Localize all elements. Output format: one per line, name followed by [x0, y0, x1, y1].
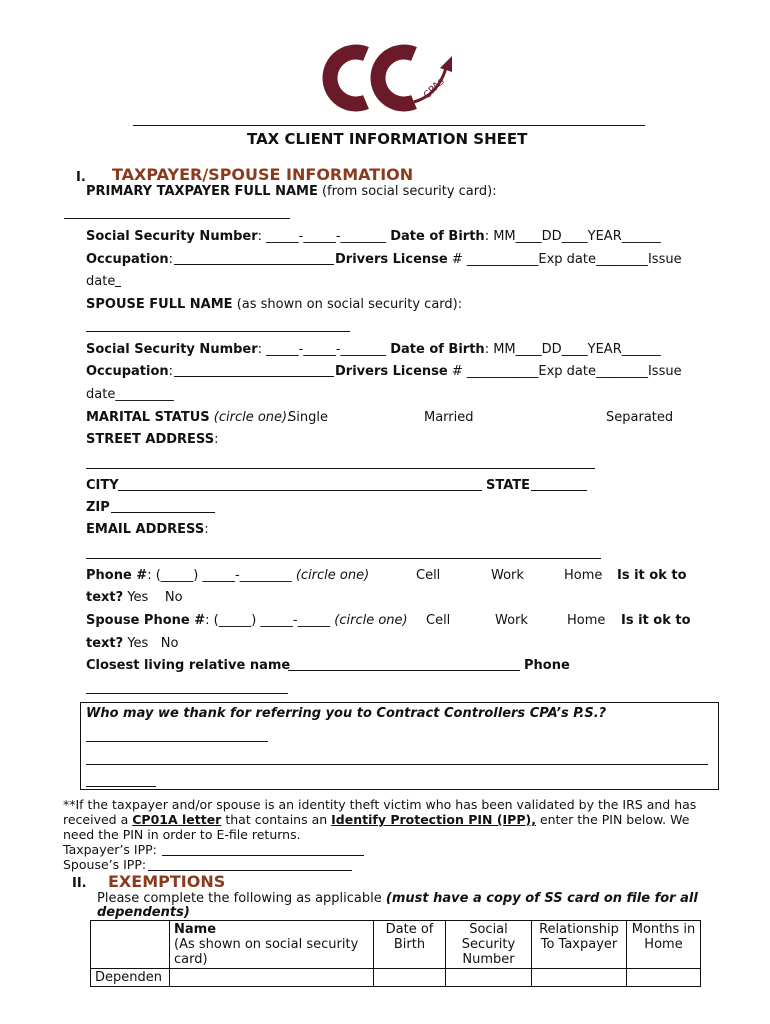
marital-label: MARITAL STATUS — [86, 410, 210, 425]
city-label: CITY — [86, 478, 119, 493]
spouse-ipp-label: Spouse’s IPP: — [63, 857, 147, 872]
marital-single[interactable]: Single — [288, 410, 328, 425]
taxpayer-ipp-field[interactable] — [162, 855, 364, 856]
spouse-text-yes[interactable]: Yes — [127, 636, 149, 651]
spouse-text-ok-label: Is it ok to — [621, 613, 691, 628]
dl-field[interactable]: # ___________Exp date________Issue — [447, 252, 682, 267]
primary-dl-row — [335, 252, 682, 267]
ipp-note-2c: that contains an — [221, 812, 332, 827]
text-yes[interactable]: Yes — [127, 590, 149, 605]
marital-note: (circle one): — [213, 410, 292, 425]
header-name-sub-2: card) — [174, 952, 208, 967]
row-cell-dob[interactable] — [374, 969, 446, 987]
referral-field-3[interactable] — [86, 786, 156, 787]
header-ssn-2: Security — [461, 937, 516, 952]
phone-label: Phone # — [86, 568, 148, 583]
spouse-dob-label: Date of Birth — [390, 342, 485, 357]
spouse-occupation-label: Occupation — [86, 364, 169, 379]
issue-date-1-field[interactable] — [115, 286, 121, 287]
primary-name-field[interactable] — [64, 218, 290, 219]
table-header-row — [91, 921, 701, 969]
spouse-text-question: text? — [86, 636, 124, 651]
primary-name-row — [86, 184, 497, 199]
spouse-occupation-colon: : — [168, 364, 174, 379]
email-field[interactable] — [86, 558, 601, 559]
spouse-phone-circle-note: (circle one) — [334, 613, 408, 628]
spouse-phone-row — [86, 613, 408, 628]
ipp-note-line-3: need the PIN in order to E-file returns. — [63, 827, 301, 842]
header-blank — [91, 921, 170, 969]
row-cell-ssn[interactable] — [446, 969, 532, 987]
header-dob-1: Date of — [385, 922, 434, 937]
ipp-note-line-1: **If the taxpayer and/or spouse is an identity theft victim who has been validated by the IRS and has — [63, 797, 697, 812]
header-rel-1: Relationship — [539, 922, 619, 937]
spouse-phone-cell[interactable]: Cell — [426, 613, 451, 628]
phone-cell[interactable]: Cell — [416, 568, 441, 583]
spouse-name-label: SPOUSE FULL NAME — [86, 297, 233, 312]
header-ssn-1: Social — [469, 922, 508, 937]
text-ok-row — [86, 590, 183, 605]
ssn-label: Social Security Number — [86, 229, 258, 244]
primary-ssn-row — [86, 229, 661, 244]
ipp-note-2a: received a — [63, 812, 133, 827]
row-cell-name[interactable] — [170, 969, 374, 987]
spouse-phone-work[interactable]: Work — [495, 613, 528, 628]
spouse-dob-field[interactable]: : MM____DD____YEAR______ — [484, 342, 661, 357]
occupation-colon: : — [168, 252, 174, 267]
dl-label: Drivers License — [335, 252, 448, 267]
state-label: STATE — [486, 478, 531, 493]
svg-text:CPAs: CPAs — [421, 76, 447, 102]
section-2-number: II. — [72, 876, 87, 891]
header-months-2: Home — [644, 937, 683, 952]
ipp-note-2e: enter the PIN below. We — [535, 812, 690, 827]
page-title: TAX CLIENT INFORMATION SHEET — [247, 130, 528, 148]
spouse-phone-home[interactable]: Home — [567, 613, 606, 628]
row-cell-relationship[interactable] — [532, 969, 627, 987]
phone-circle-note: (circle one) — [295, 568, 370, 583]
marital-married[interactable]: Married — [424, 410, 474, 425]
street-row: STREET ADDRESS: — [86, 432, 219, 447]
email-label: EMAIL ADDRESS — [86, 522, 205, 537]
dob-field[interactable]: : MM____DD____YEAR______ — [484, 229, 661, 244]
company-logo — [318, 40, 458, 115]
marital-separated[interactable]: Separated — [606, 410, 674, 425]
dob-label: Date of Birth — [390, 229, 485, 244]
title-rule — [133, 125, 645, 126]
state-field[interactable] — [531, 490, 587, 491]
zip-field[interactable] — [111, 512, 215, 513]
cp01a-text: CP01A letter — [132, 812, 222, 827]
relative-field[interactable] — [288, 670, 520, 671]
occupation-field[interactable] — [174, 264, 334, 265]
spouse-occupation-field[interactable] — [174, 376, 334, 377]
spouse-occ-row — [86, 364, 173, 379]
relative-label: Closest living relative name — [86, 658, 291, 673]
exemptions-intro — [97, 891, 698, 906]
row-label-dependent: Dependen — [91, 969, 170, 987]
spouse-dl-row — [335, 364, 682, 379]
referral-field-2[interactable] — [86, 764, 708, 765]
header-months-1: Months in — [631, 922, 696, 937]
spouse-text-ok-row — [86, 636, 178, 651]
spouse-name-note: (as shown on social security card): — [236, 297, 463, 312]
spouse-text-no[interactable]: No — [160, 636, 179, 651]
header-dob-2: Birth — [393, 937, 426, 952]
relative-phone-label: Phone — [524, 658, 570, 673]
header-months — [627, 921, 701, 969]
issue-date-1: date — [86, 274, 116, 289]
row-cell-months[interactable] — [627, 969, 701, 987]
referral-question: Who may we thank for referring you to Contract Controllers CPA’s P.S.? — [86, 706, 607, 721]
exemptions-intro-bold-2: dependents) — [97, 905, 190, 920]
relative-phone-field[interactable] — [86, 693, 288, 694]
email-row: EMAIL ADDRESS: — [86, 522, 209, 537]
spouse-dl-field[interactable]: # ___________Exp date________Issue — [447, 364, 682, 379]
city-field[interactable] — [118, 490, 482, 491]
primary-name-label: PRIMARY TAXPAYER FULL NAME — [86, 184, 318, 199]
section-1-title: TAXPAYER/SPOUSE INFORMATION — [112, 165, 414, 184]
header-name-title: Name — [174, 922, 217, 937]
ipp-note-line-2 — [63, 812, 689, 827]
section-1-number: I. — [76, 170, 86, 185]
exemptions-table — [90, 920, 701, 987]
phone-work[interactable]: Work — [491, 568, 524, 583]
spouse-name-field[interactable] — [86, 331, 350, 332]
header-name-sub-1: (As shown on social security — [174, 937, 359, 952]
phone-home[interactable]: Home — [564, 568, 603, 583]
spouse-ssn-label: Social Security Number — [86, 342, 258, 357]
exemptions-intro-bold: (must have a copy of SS card on file for all — [385, 891, 698, 906]
text-no[interactable]: No — [164, 590, 183, 605]
taxpayer-ipp-label: Taxpayer’s IPP: — [63, 842, 157, 857]
zip-label: ZIP — [86, 500, 110, 515]
header-ssn-3: Number — [462, 952, 515, 967]
spouse-ssn-row — [86, 342, 661, 357]
header-rel-2: To Taxpayer — [540, 937, 618, 952]
header-relationship — [532, 921, 627, 969]
spouse-phone-field[interactable]: : (_____) _____-_____ — [205, 613, 331, 628]
header-name — [170, 921, 374, 969]
issue-date-2[interactable]: date_________ — [86, 387, 174, 402]
spouse-dl-label: Drivers License — [335, 364, 448, 379]
section-2-title: EXEMPTIONS — [108, 872, 226, 891]
spouse-phone-label: Spouse Phone # — [86, 613, 206, 628]
ssn-field[interactable]: : _____-_____-_______ — [257, 229, 387, 244]
street-label: STREET ADDRESS — [86, 432, 215, 447]
primary-name-note: (from social security card): — [321, 184, 497, 199]
text-ok-label: Is it ok to — [617, 568, 687, 583]
marital-row — [86, 410, 292, 425]
spouse-ssn-field[interactable]: : _____-_____-_______ — [257, 342, 387, 357]
phone-field[interactable]: : (_____) _____-________ — [147, 568, 292, 583]
phone-row — [86, 568, 369, 583]
primary-occ-row — [86, 252, 173, 267]
exemptions-intro-text: Please complete the following as applicable — [97, 891, 382, 906]
ipp-text: Identify Protection PIN (IPP), — [331, 812, 536, 827]
spouse-name-row — [86, 297, 462, 312]
header-dob — [374, 921, 446, 969]
table-row — [91, 969, 701, 987]
referral-field-1[interactable] — [86, 741, 268, 742]
text-question: text? — [86, 590, 124, 605]
occupation-label: Occupation — [86, 252, 169, 267]
spouse-ipp-field[interactable] — [148, 870, 352, 871]
street-field[interactable] — [86, 468, 595, 469]
header-ssn — [446, 921, 532, 969]
